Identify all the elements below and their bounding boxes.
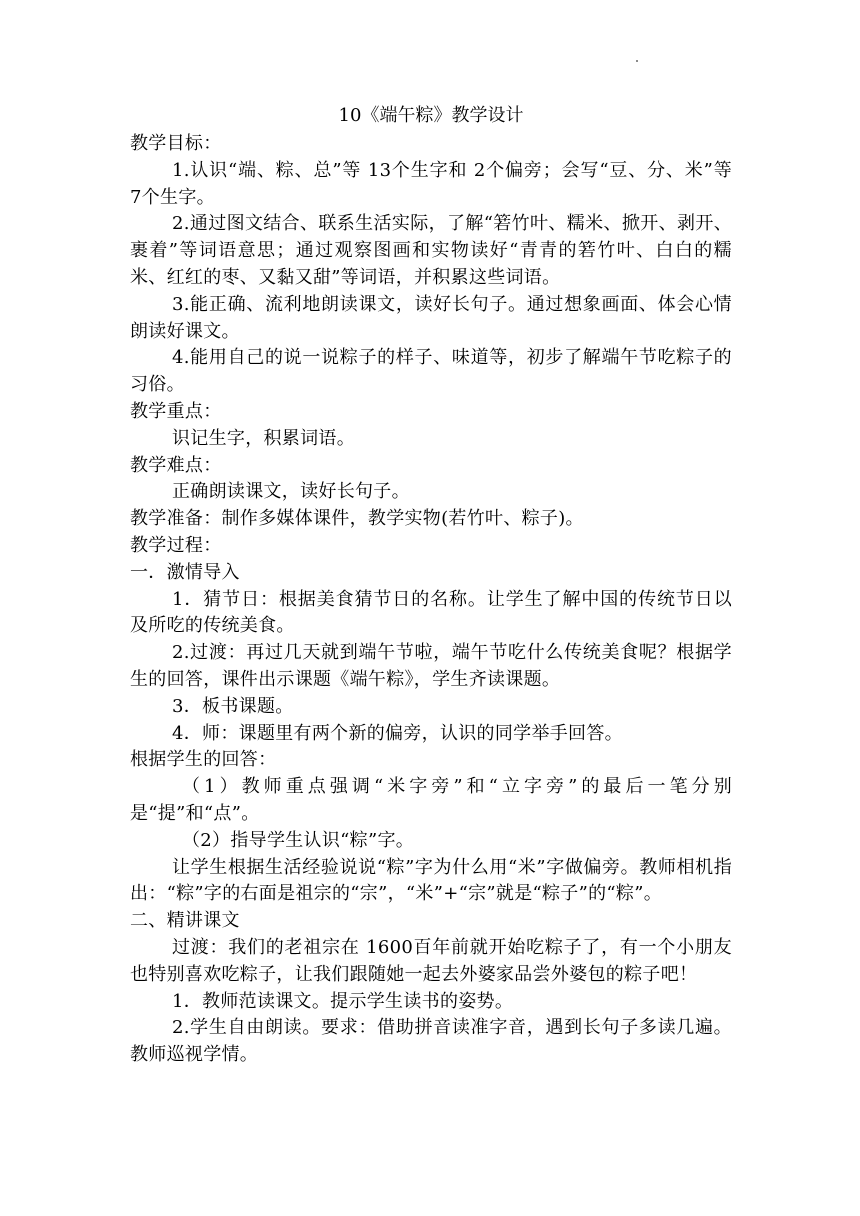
heading-difficulties: 教学难点： [130,454,222,476]
key-points-text: 识记生字，积累词语。 [172,427,355,449]
difficulties-text: 正确朗读课文，读好长句子。 [172,481,410,503]
document-title: 10《端午粽》教学设计 [338,105,524,126]
objective-4: 4.能用自己的说一说粽子的样子、味道等，初步了解端午节吃粽子的习俗。 [130,347,732,396]
step-2: 2.过渡：再过几天就到端午节啦，端午节吃什么传统美食呢？根据学生的回答，课件出示课题《端午粽》，学生齐读课题。 [130,642,732,690]
section-1-heading: 一．激情导入 [130,561,240,583]
document-page [130,100,732,1069]
heading-key-points: 教学重点： [130,400,222,422]
step-3: 3．板书课题。 [172,695,294,717]
section-2-heading: 二、精讲课文 [130,910,240,932]
preparation-text: 教学准备：制作多媒体课件，教学实物(若竹叶、粽子)。 [130,508,584,530]
reading-step-2: 2.学生自由朗读。要求：借助拼音读准字音，遇到长句子多读几遍。教师巡视学情。 [130,1017,732,1066]
radical-explanation: 让学生根据生活经验说说“粽”字为什么用“米”字做偏旁。教师相机指出：“粽”字的右面是祖宗的“宗”，“米”+“宗”就是“粽子”的“粽”。 [130,856,732,905]
heading-process: 教学过程： [130,534,222,556]
objective-2: 2.通过图文结合、联系生活实际，了解“箬竹叶、糯米、掀开、剥开、裹着”等词语意思；通过观察图画和实物读好“青青的箬竹叶、白白的糯米、红红的枣、又黏又甜”等词语，并积累这些词语。 [130,213,732,288]
sub-point-2: （2）指导学生认识“粽”字。 [182,829,415,851]
step-4: 4．师：课题里有两个新的偏旁，认识的同学举手回答。 [172,722,623,744]
corner-mark [636,60,638,62]
step-1: 1．猜节日：根据美食猜节日的名称。让学生了解中国的传统节日以及所吃的传统美食。 [130,588,732,637]
student-answers-label: 根据学生的回答： [130,749,277,771]
objective-3: 3.能正确、流利地朗读课文，读好长句子。通过想象画面、体会心情朗读好课文。 [130,293,732,342]
heading-objectives: 教学目标： [130,133,222,154]
objective-1: 1.认识“端、粽、总”等 13个生字和 2个偏旁；会写“豆、分、米”等 7个生字。 [130,159,732,208]
transition-text: 过渡：我们的老祖宗在 1600百年前就开始吃粽子了，有一个小朋友也特别喜欢吃粽子，让我们跟随她一起去外婆家品尝外婆包的粽子吧！ [130,936,732,985]
sub-point-1: （1）教师重点强调“米字旁”和“立字旁”的最后一笔分别是“提”和“点”。 [130,776,732,824]
reading-step-1: 1．教师范读课文。提示学生读书的姿势。 [172,990,514,1012]
